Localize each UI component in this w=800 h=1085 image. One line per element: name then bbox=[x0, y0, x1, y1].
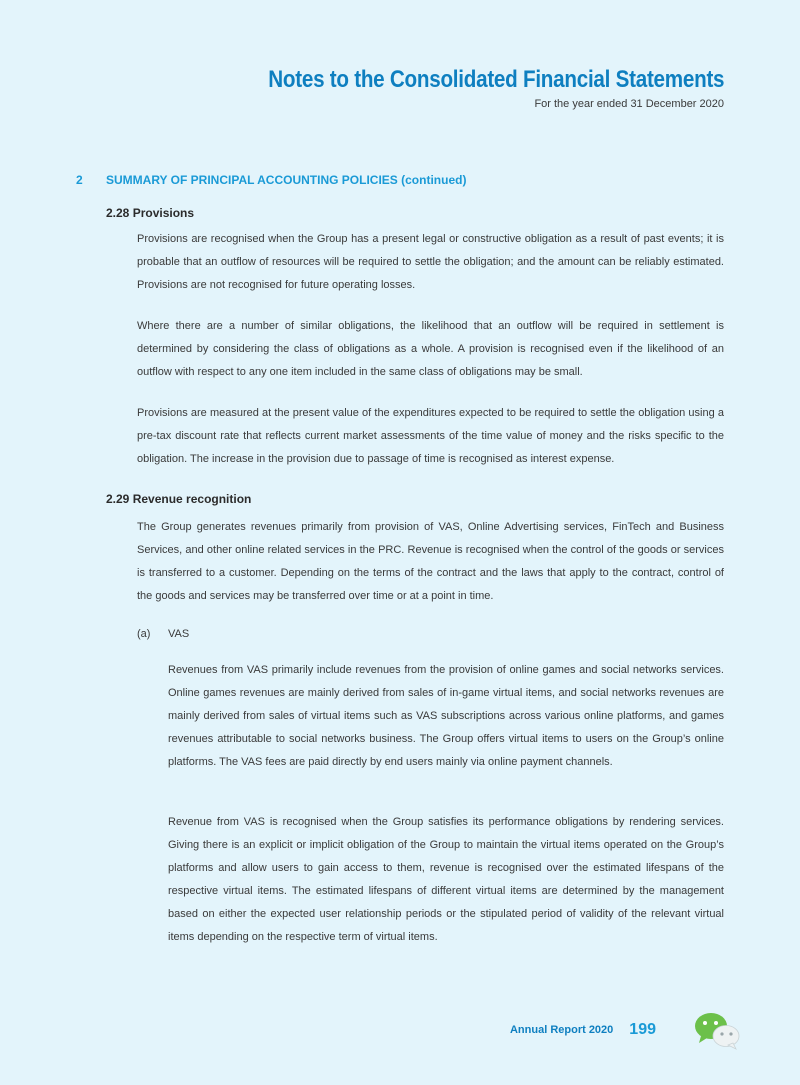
section-title: SUMMARY OF PRINCIPAL ACCOUNTING POLICIES bbox=[106, 173, 398, 187]
footer-report-title: Annual Report 2020 bbox=[509, 1024, 614, 1036]
revenue-heading: 2.29 Revenue recognition bbox=[106, 492, 252, 506]
section-heading bbox=[76, 173, 466, 187]
vas-paragraph-1: Revenues from VAS primarily include revenues from the provision of online games and social networks services. Online games revenues are mainly derived from sales of in-game virtual items, and social networks revenues are mainly derived from sales of virtual items such as VAS subscriptions across various online platforms, and games revenues attributable to social networks business. The Group offers virtual items to users on the Group’s online platforms. The VAS fees are paid directly by end users mainly via online payment channels. bbox=[168, 664, 724, 768]
provisions-paragraph-2: Where there are a number of similar obligations, the likelihood that an outflow will be required in settlement is determined by considering the class of obligations as a whole. A provision is recognised even if the likelihood of an outflow with respect to any one item included in the same class of obligations may be small. bbox=[137, 320, 724, 378]
page-footer bbox=[510, 1010, 740, 1050]
provisions-paragraph-1: Provisions are recognised when the Group has a present legal or constructive obligation as a result of past events; it is probable that an outflow of resources will be required to settle the obligation; and the amount can be reliably estimated. Provisions are not recognised for future operating losses. bbox=[137, 233, 724, 291]
provisions-paragraph-3: Provisions are measured at the present value of the expenditures expected to be required to settle the obligation using a pre-tax discount rate that reflects current market assessments of the time value of money and the risks specific to the obligation. The increase in the provision due to passage of time is recognised as interest expense. bbox=[137, 407, 724, 465]
page-title: Notes to the Consolidated Financial Statements bbox=[267, 66, 724, 93]
vas-paragraph-2: Revenue from VAS is recognised when the Group satisfies its performance obligations by rendering services. Giving there is an explicit or implicit obligation of the Group to maintain the virtual items operated on the Group’s platforms and allow users to gain access to them, revenue is recognised over the estimated lifespans of the respective virtual items. The estimated lifespans of different virtual items are determined by the management based on either the expected user relationship periods or the stipulated period of validity of the relevant virtual items depending on the respective term of virtual items. bbox=[168, 816, 724, 943]
item-a-label bbox=[137, 628, 189, 640]
section-number: 2 bbox=[76, 173, 83, 187]
page-number: 199 bbox=[629, 1021, 656, 1038]
item-a-title: VAS bbox=[168, 628, 190, 640]
page-subtitle: For the year ended 31 December 2020 bbox=[534, 98, 724, 110]
item-a-tag: (a) bbox=[137, 628, 151, 640]
revenue-intro: The Group generates revenues primarily from provision of VAS, Online Advertising services, FinTech and Business Services, and other online related services in the PRC. Revenue is recognised when the control of the goods or services is transferred to a customer. Depending on the terms of the contract and the laws that apply to the contract, control of the goods and services may be transferred over time or at a point in time. bbox=[137, 521, 724, 602]
wechat-logo-icon bbox=[694, 1010, 740, 1050]
section-continued: (continued) bbox=[401, 173, 467, 187]
provisions-heading: 2.28 Provisions bbox=[106, 206, 195, 220]
page-header bbox=[194, 66, 724, 110]
